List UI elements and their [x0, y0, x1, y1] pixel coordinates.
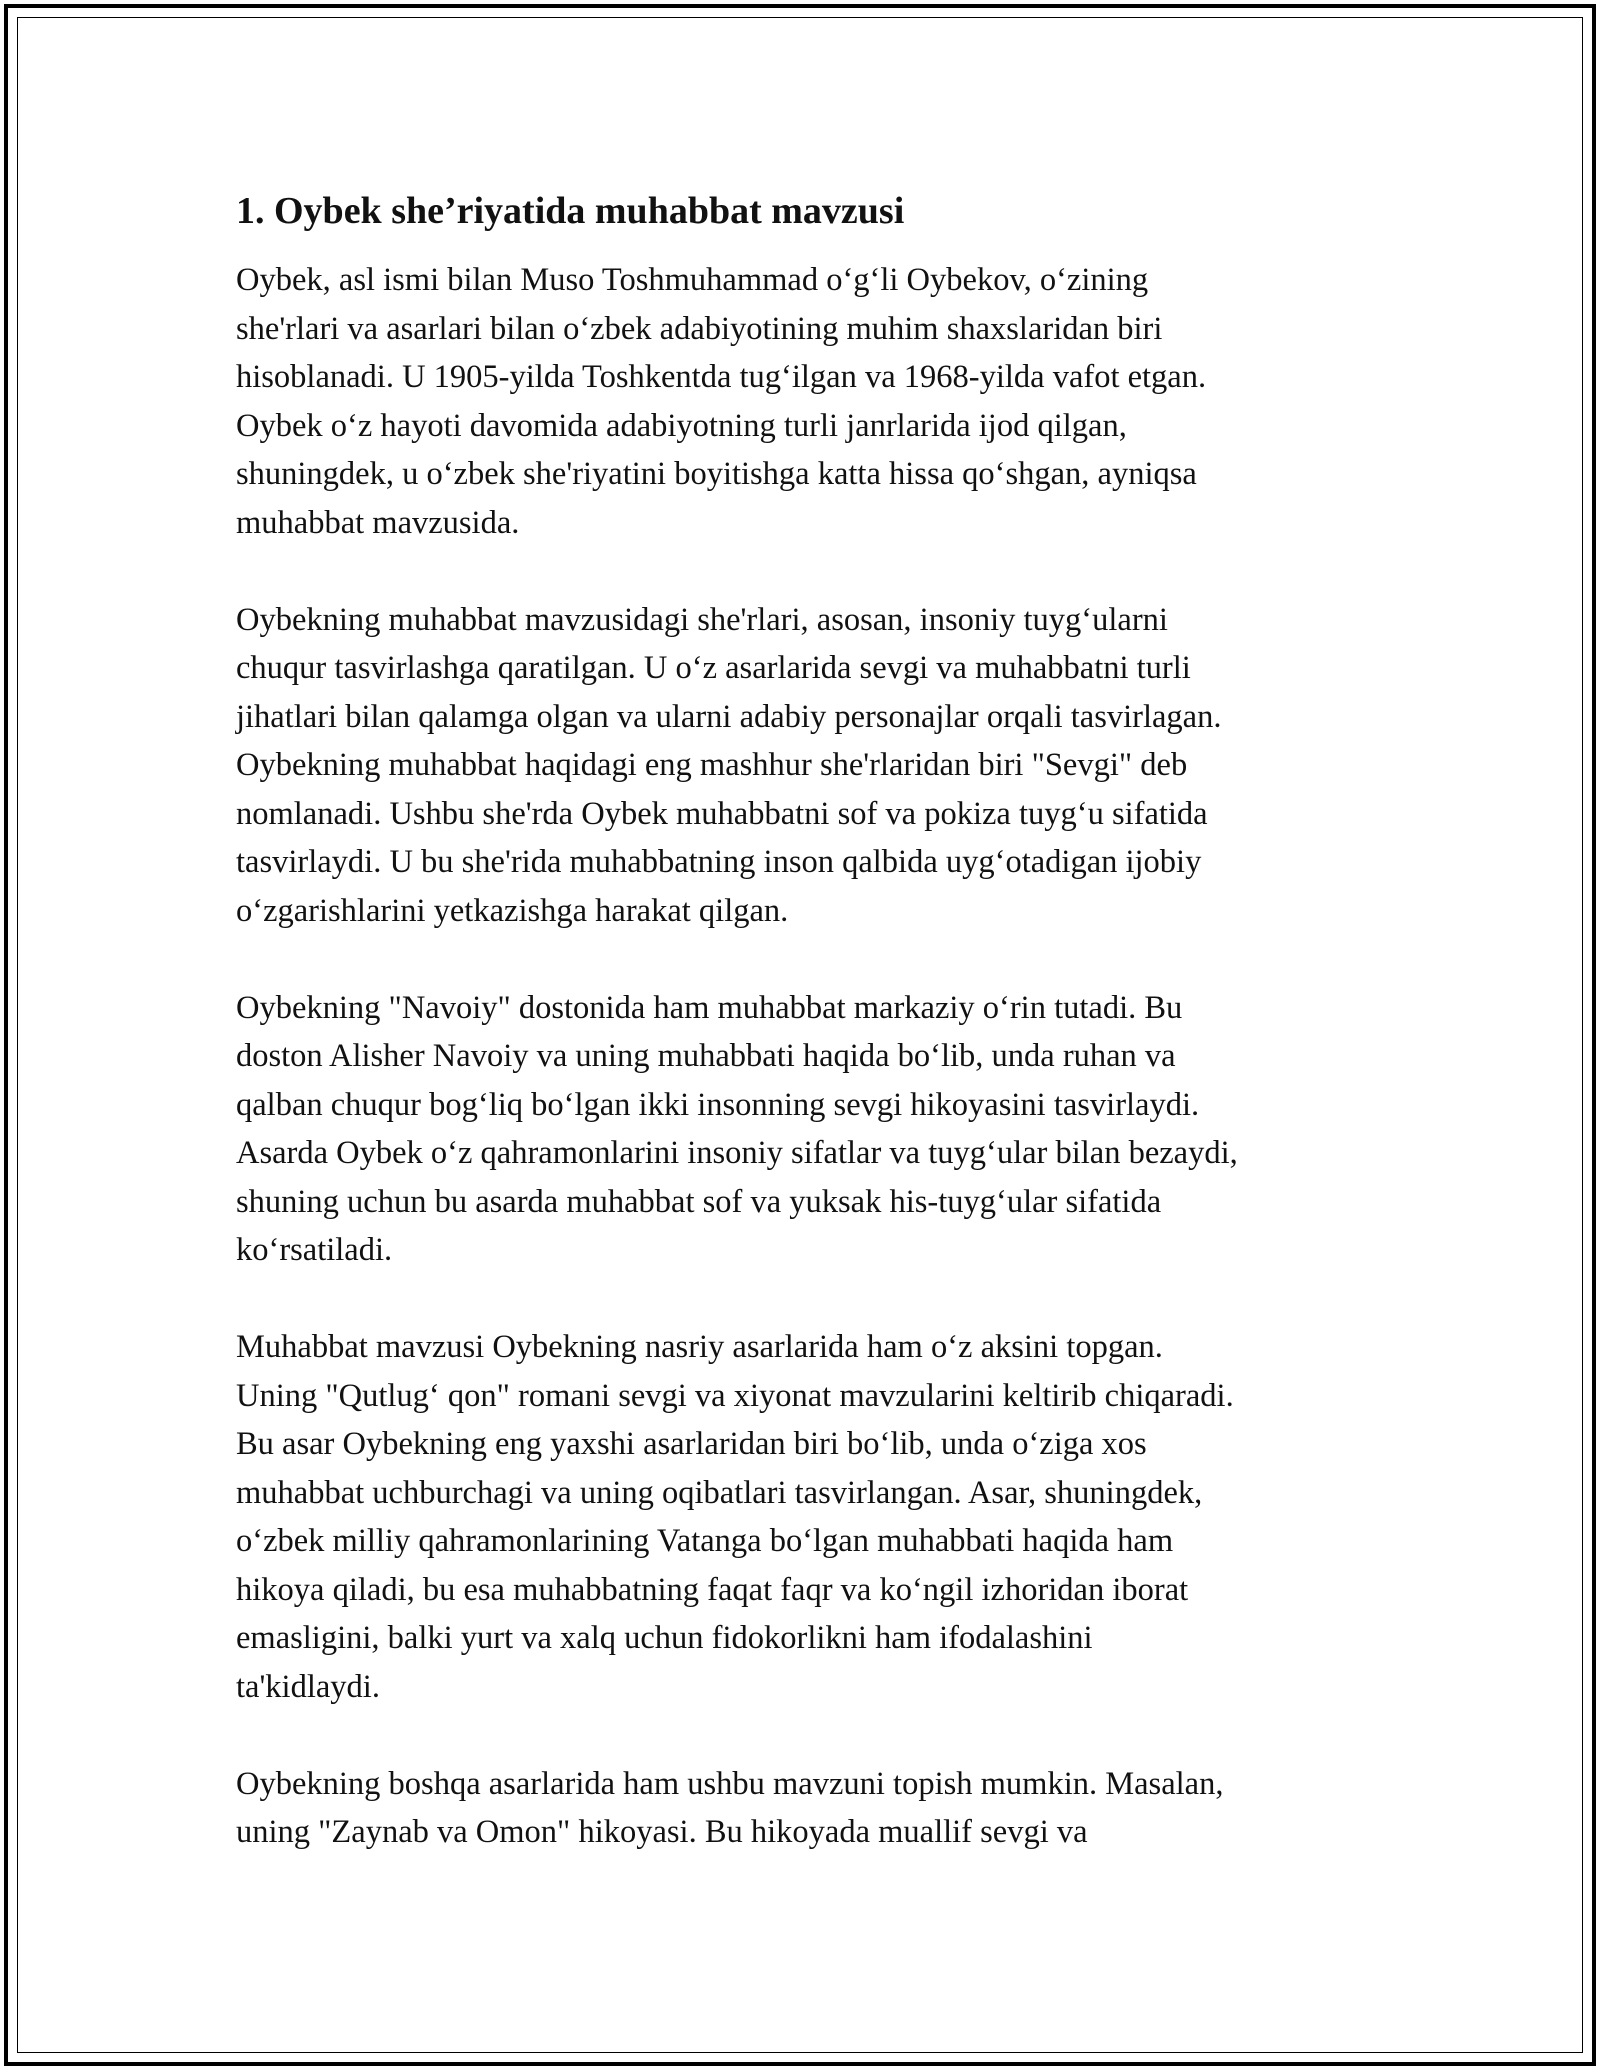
text-line: jihatlari bilan qalamga olgan va ularni adabiy personajlar orqali tasvirlagan.	[236, 698, 1222, 735]
text-line: hikoya qiladi, bu esa muhabbatning faqat faqr va ko‘ngil izhoridan iborat	[236, 1571, 1189, 1608]
text-line: Oybekning boshqa asarlarida ham ushbu mavzuni topish mumkin. Masalan,	[236, 1765, 1224, 1802]
text-line: Asarda Oybek o‘z qahramonlarini insoniy sifatlar va tuyg‘ular bilan bezaydi,	[236, 1135, 1238, 1171]
text-line: hisoblanadi. U 1905-yilda Toshkentda tug‘ilgan va 1968-yilda vafot etgan.	[236, 359, 1207, 395]
text-line: o‘zgarishlarini yetkazishga harakat qilgan.	[236, 892, 789, 929]
text-line: ta'kidlaydi.	[236, 1668, 380, 1705]
paragraph-4	[236, 1323, 1396, 1711]
text-line: nomlanadi. Ushbu she'rda Oybek muhabbatni sof va pokiza tuyg‘u sifatida	[236, 795, 1208, 832]
text-line: o‘zbek milliy qahramonlarining Vatanga bo‘lgan muhabbati haqida ham	[236, 1523, 1174, 1559]
text-line: emasligini, balki yurt va xalq uchun fidokorlikni ham ifodalashini	[236, 1620, 1093, 1656]
paragraph-2	[236, 596, 1396, 936]
document-title: 1. Oybek she’riyatida muhabbat mavzusi	[236, 190, 905, 232]
text-line: chuqur tasvirlashga qaratilgan. U o‘z asarlarida sevgi va muhabbatni turli	[236, 650, 1191, 686]
paragraph-3	[236, 984, 1396, 1275]
text-line: Muhabbat mavzusi Oybekning nasriy asarlarida ham o‘z aksini topgan.	[236, 1329, 1163, 1365]
text-line: Oybekning muhabbat haqidagi eng mashhur she'rlaridan biri "Sevgi" deb	[236, 747, 1188, 783]
text-line: tasvirlaydi. U bu she'rida muhabbatning inson qalbida uyg‘otadigan ijobiy	[236, 844, 1202, 880]
text-line: doston Alisher Navoiy va uning muhabbati haqida bo‘lib, unda ruhan va	[236, 1038, 1176, 1074]
text-line: Oybek, asl ismi bilan Muso Toshmuhammad o‘g‘li Oybekov, o‘zining	[236, 262, 1149, 298]
text-line: Oybekning muhabbat mavzusidagi she'rlari, asosan, insoniy tuyg‘ularni	[236, 601, 1168, 638]
document-body	[236, 186, 1396, 1905]
text-line: muhabbat mavzusida.	[236, 504, 520, 541]
text-line: ko‘rsatiladi.	[236, 1232, 393, 1268]
text-line: Uning "Qutlug‘ qon" romani sevgi va xiyonat mavzularini keltirib chiqaradi.	[236, 1377, 1234, 1414]
paragraph-5	[236, 1760, 1396, 1857]
text-line: qalban chuqur bog‘liq bo‘lgan ikki insonning sevgi hikoyasini tasvirlaydi.	[236, 1086, 1200, 1123]
text-line: Bu asar Oybekning eng yaxshi asarlaridan biri bo‘lib, unda o‘ziga xos	[236, 1426, 1147, 1462]
text-line: Oybek o‘z hayoti davomida adabiyotning turli janrlarida ijod qilgan,	[236, 407, 1127, 444]
text-line: she'rlari va asarlari bilan o‘zbek adabiyotining muhim shaxslaridan biri	[236, 310, 1163, 347]
text-line: Oybekning "Navoiy" dostonida ham muhabbat markaziy o‘rin tutadi. Bu	[236, 989, 1183, 1026]
text-line: shuning uchun bu asarda muhabbat sof va yuksak his-tuyg‘ular sifatida	[236, 1183, 1162, 1220]
text-line: shuningdek, u o‘zbek she'riyatini boyitishga katta hissa qo‘shgan, ayniqsa	[236, 456, 1197, 492]
paragraph-1	[236, 256, 1396, 547]
text-line: muhabbat uchburchagi va uning oqibatlari tasvirlangan. Asar, shuningdek,	[236, 1474, 1203, 1511]
text-line: uning "Zaynab va Omon" hikoyasi. Bu hikoyada muallif sevgi va	[236, 1814, 1088, 1850]
